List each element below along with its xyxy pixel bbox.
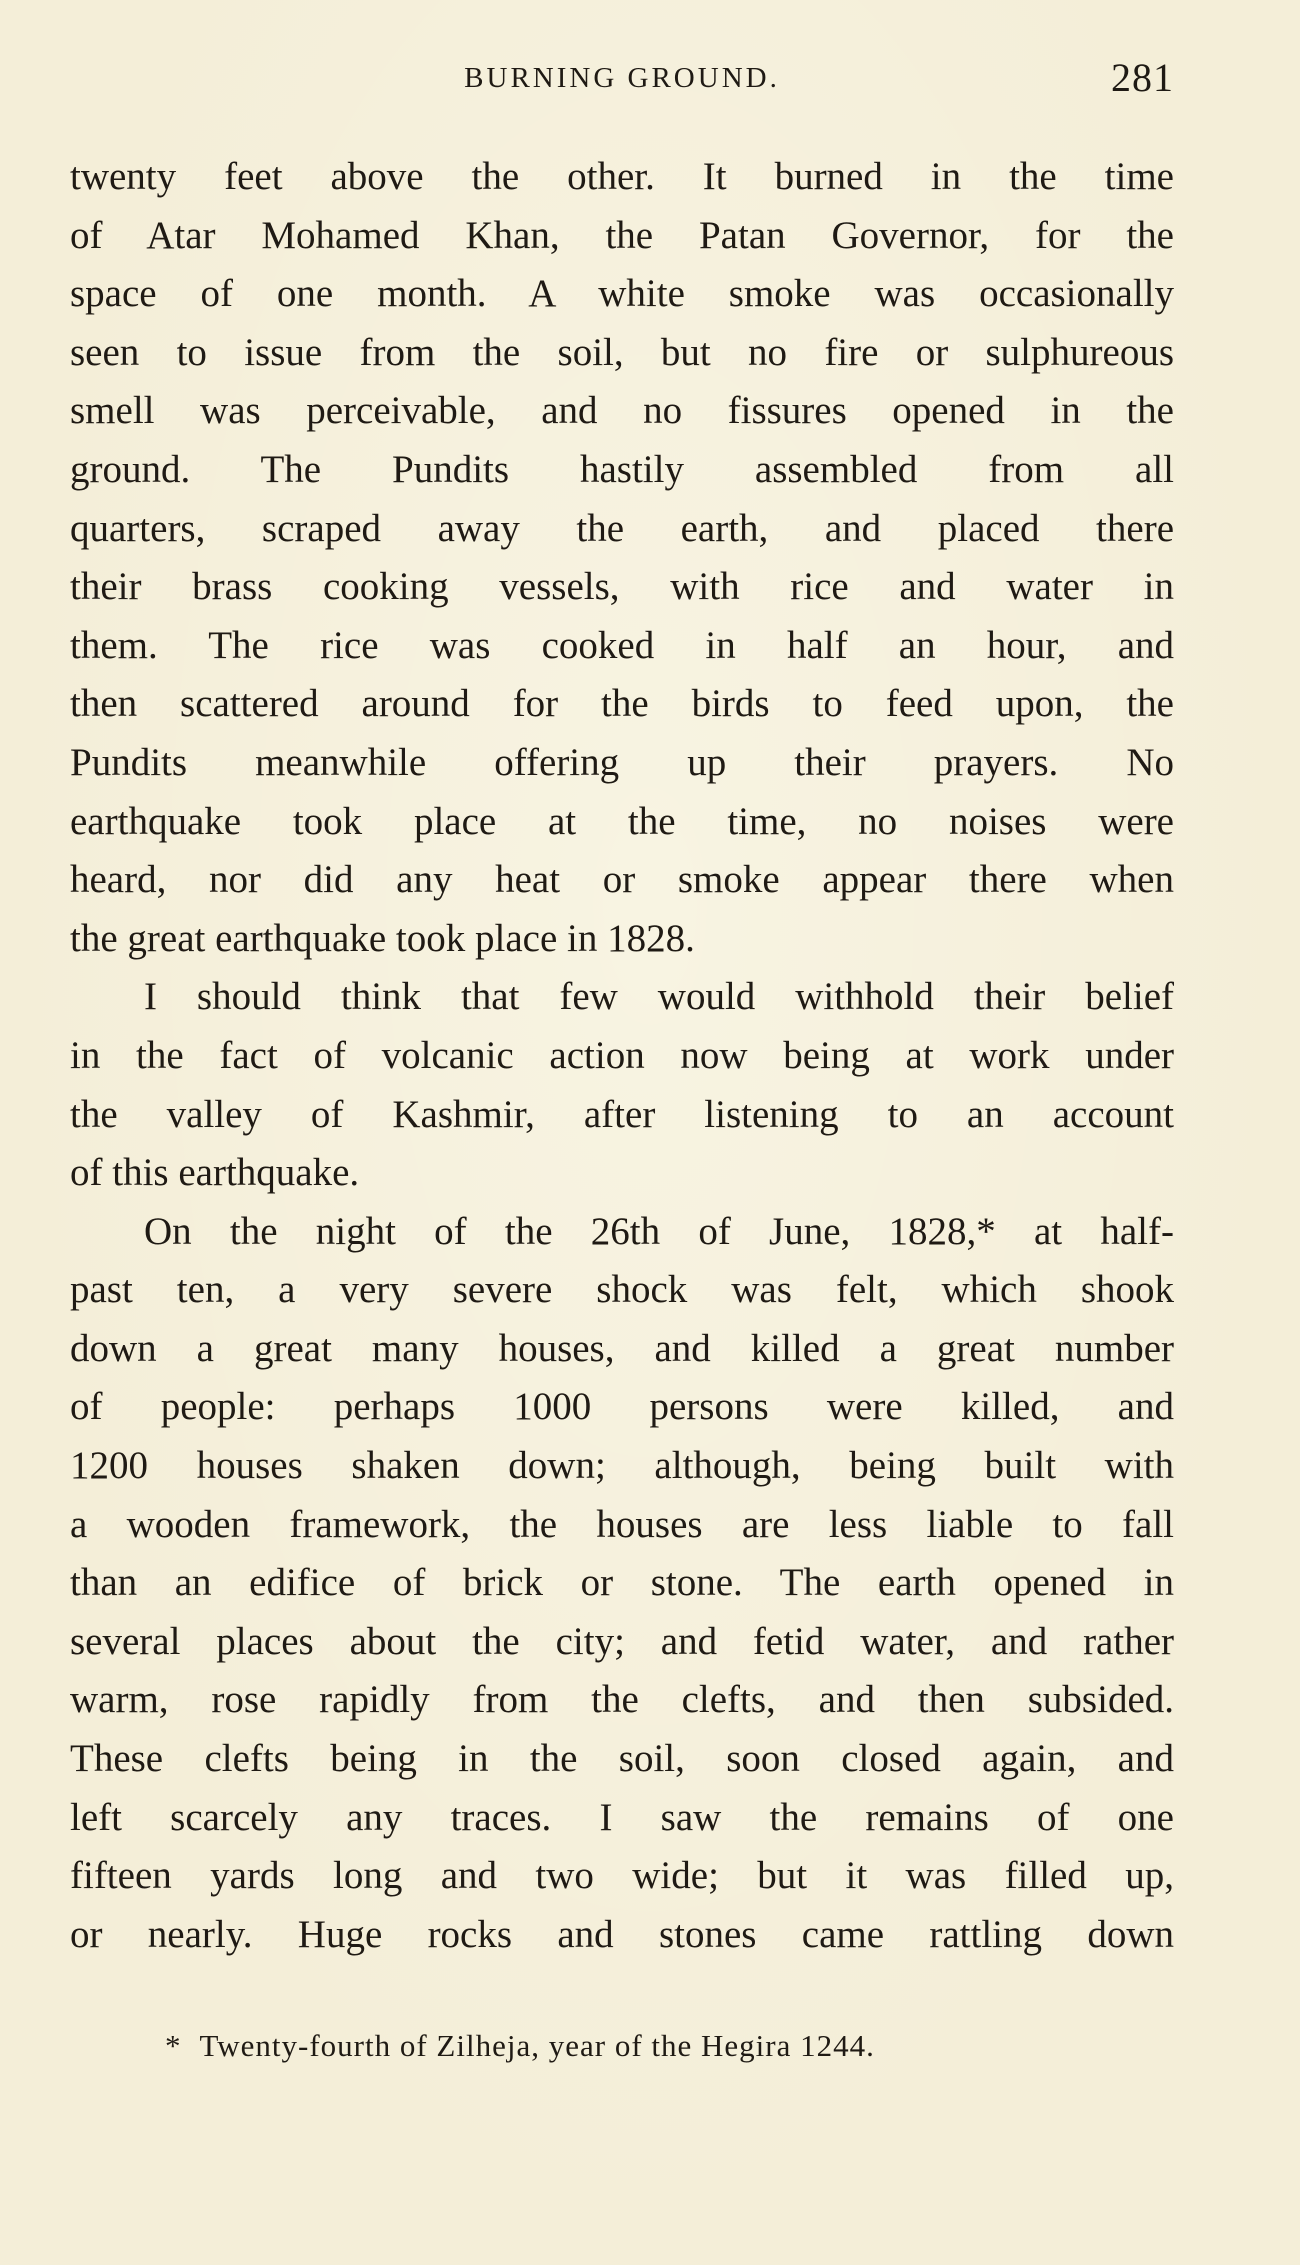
text-line: heard, nor did any heat or smoke appear there when — [70, 858, 1174, 902]
text-line: of people: perhaps 1000 persons were killed, and — [70, 1385, 1174, 1429]
running-head-title: BURNING GROUND. — [464, 62, 780, 94]
text-line: On the night of the 26th of June, 1828,* at half- — [144, 1209, 1174, 1253]
text-line: past ten, a very severe shock was felt, which shook — [70, 1268, 1174, 1312]
text-line: earthquake took place at the time, no noises were — [70, 799, 1174, 843]
text-line: the great earthquake took place in 1828. — [70, 916, 695, 960]
text-line: down a great many houses, and killed a great number — [70, 1326, 1174, 1370]
text-line: of Atar Mohamed Khan, the Patan Governor, for the — [70, 213, 1174, 257]
text-line: of this earthquake. — [70, 1151, 360, 1195]
text-line: smell was perceivable, and no fissures opened in the — [70, 389, 1174, 433]
body-text — [70, 148, 1174, 1964]
text-line: These clefts being in the soil, soon closed again, and — [70, 1737, 1174, 1781]
text-line: twenty feet above the other. It burned in the time — [70, 155, 1174, 198]
running-head — [70, 52, 1174, 112]
text-line: left scarcely any traces. I saw the remains of one — [70, 1795, 1174, 1839]
footnote — [165, 2028, 875, 2064]
text-line: ground. The Pundits hastily assembled from all — [70, 447, 1174, 491]
text-line: or nearly. Huge rocks and stones came rattling down — [70, 1912, 1174, 1956]
page-number: 281 — [1111, 55, 1174, 100]
text-line: a wooden framework, the houses are less liable to fall — [70, 1502, 1174, 1546]
text-line: their brass cooking vessels, with rice and water in — [70, 565, 1174, 609]
text-line: warm, rose rapidly from the clefts, and then subsided. — [70, 1678, 1174, 1722]
text-line: space of one month. A white smoke was occasionally — [70, 272, 1174, 316]
text-line: in the fact of volcanic action now being at work under — [70, 1033, 1174, 1077]
text-line: quarters, scraped away the earth, and placed there — [70, 506, 1174, 550]
text-line: seen to issue from the soil, but no fire or sulphureous — [70, 330, 1174, 374]
footnote-mark: * — [165, 2028, 182, 2063]
text-line: I should think that few would withhold their belief — [144, 975, 1174, 1019]
text-line: fifteen yards long and two wide; but it was filled up, — [70, 1854, 1174, 1898]
text-line: the valley of Kashmir, after listening to an account — [70, 1092, 1174, 1136]
footnote-text: Twenty-fourth of Zilheja, year of the Hegira 1244. — [199, 2028, 875, 2063]
text-line: than an edifice of brick or stone. The earth opened in — [70, 1561, 1174, 1605]
text-line: Pundits meanwhile offering up their prayers. No — [70, 740, 1174, 784]
text-line: 1200 houses shaken down; although, being built with — [70, 1444, 1174, 1488]
text-line: them. The rice was cooked in half an hour, and — [70, 623, 1174, 667]
text-line: then scattered around for the birds to feed upon, the — [70, 682, 1174, 726]
text-line: several places about the city; and fetid water, and rather — [70, 1619, 1174, 1663]
